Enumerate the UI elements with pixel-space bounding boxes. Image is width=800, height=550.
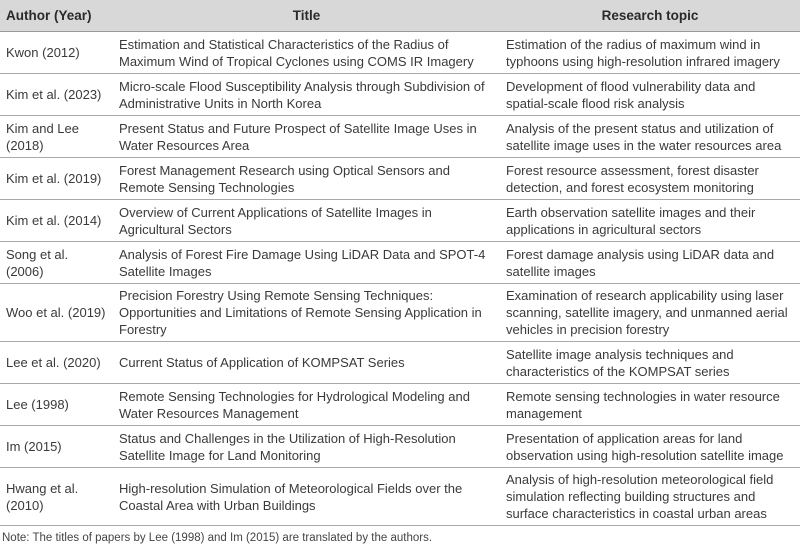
topic-cell: Satellite image analysis techniques and characteristics of the KOMPSAT series (500, 342, 800, 384)
author-cell: Kwon (2012) (0, 32, 113, 74)
topic-cell: Remote sensing technologies in water resource management (500, 384, 800, 426)
title-cell: High-resolution Simulation of Meteorological Fields over the Coastal Area with Urban Buildings (113, 468, 500, 526)
table-row (0, 158, 800, 200)
table-row (0, 284, 800, 342)
table-row (0, 32, 800, 74)
header-author: Author (Year) (0, 0, 113, 32)
author-cell: Kim and Lee (2018) (0, 116, 113, 158)
table-row (0, 74, 800, 116)
title-cell: Forest Management Research using Optical Sensors and Remote Sensing Technologies (113, 158, 500, 200)
title-cell: Present Status and Future Prospect of Satellite Image Uses in Water Resources Area (113, 116, 500, 158)
table-row (0, 468, 800, 526)
table-row (0, 200, 800, 242)
title-cell: Precision Forestry Using Remote Sensing Techniques: Opportunities and Limitations of Remote Sensing Application in Forestry (113, 284, 500, 342)
topic-cell: Earth observation satellite images and their applications in agricultural sectors (500, 200, 800, 242)
topic-cell: Analysis of high-resolution meteorological field simulation reflecting building structures and surface characteristics in coastal urban areas (500, 468, 800, 526)
title-cell: Micro-scale Flood Susceptibility Analysis through Subdivision of Administrative Units in North Korea (113, 74, 500, 116)
topic-cell: Forest resource assessment, forest disaster detection, and forest ecosystem monitoring (500, 158, 800, 200)
author-cell: Lee et al. (2020) (0, 342, 113, 384)
table-row (0, 242, 800, 284)
author-cell: Kim et al. (2019) (0, 158, 113, 200)
header-title: Title (113, 0, 500, 32)
topic-cell: Development of flood vulnerability data and spatial-scale flood risk analysis (500, 74, 800, 116)
table-row (0, 116, 800, 158)
topic-cell: Analysis of the present status and utilization of satellite image uses in the water resources area (500, 116, 800, 158)
topic-cell: Examination of research applicability using laser scanning, satellite imagery, and unmanned aerial vehicles in precision forestry (500, 284, 800, 342)
title-cell: Current Status of Application of KOMPSAT Series (113, 342, 500, 384)
topic-cell: Presentation of application areas for land observation using high-resolution satellite image (500, 426, 800, 468)
title-cell: Analysis of Forest Fire Damage Using LiDAR Data and SPOT-4 Satellite Images (113, 242, 500, 284)
table-row (0, 342, 800, 384)
table-row (0, 384, 800, 426)
author-cell: Kim et al. (2014) (0, 200, 113, 242)
title-cell: Status and Challenges in the Utilization of High-Resolution Satellite Image for Land Monitoring (113, 426, 500, 468)
title-cell: Estimation and Statistical Characteristics of the Radius of Maximum Wind of Tropical Cyclones using COMS IR Imagery (113, 32, 500, 74)
header-topic: Research topic (500, 0, 800, 32)
author-cell: Lee (1998) (0, 384, 113, 426)
topic-cell: Forest damage analysis using LiDAR data and satellite images (500, 242, 800, 284)
header-row (0, 0, 800, 32)
author-cell: Woo et al. (2019) (0, 284, 113, 342)
title-cell: Overview of Current Applications of Satellite Images in Agricultural Sectors (113, 200, 500, 242)
title-cell: Remote Sensing Technologies for Hydrological Modeling and Water Resources Management (113, 384, 500, 426)
author-cell: Im (2015) (0, 426, 113, 468)
topic-cell: Estimation of the radius of maximum wind in typhoons using high-resolution infrared imagery (500, 32, 800, 74)
author-cell: Kim et al. (2023) (0, 74, 113, 116)
table-note: Note: The titles of papers by Lee (1998) and Im (2015) are translated by the authors. (2, 532, 433, 544)
author-cell: Hwang et al. (2010) (0, 468, 113, 526)
table-row (0, 426, 800, 468)
author-cell: Song et al. (2006) (0, 242, 113, 284)
